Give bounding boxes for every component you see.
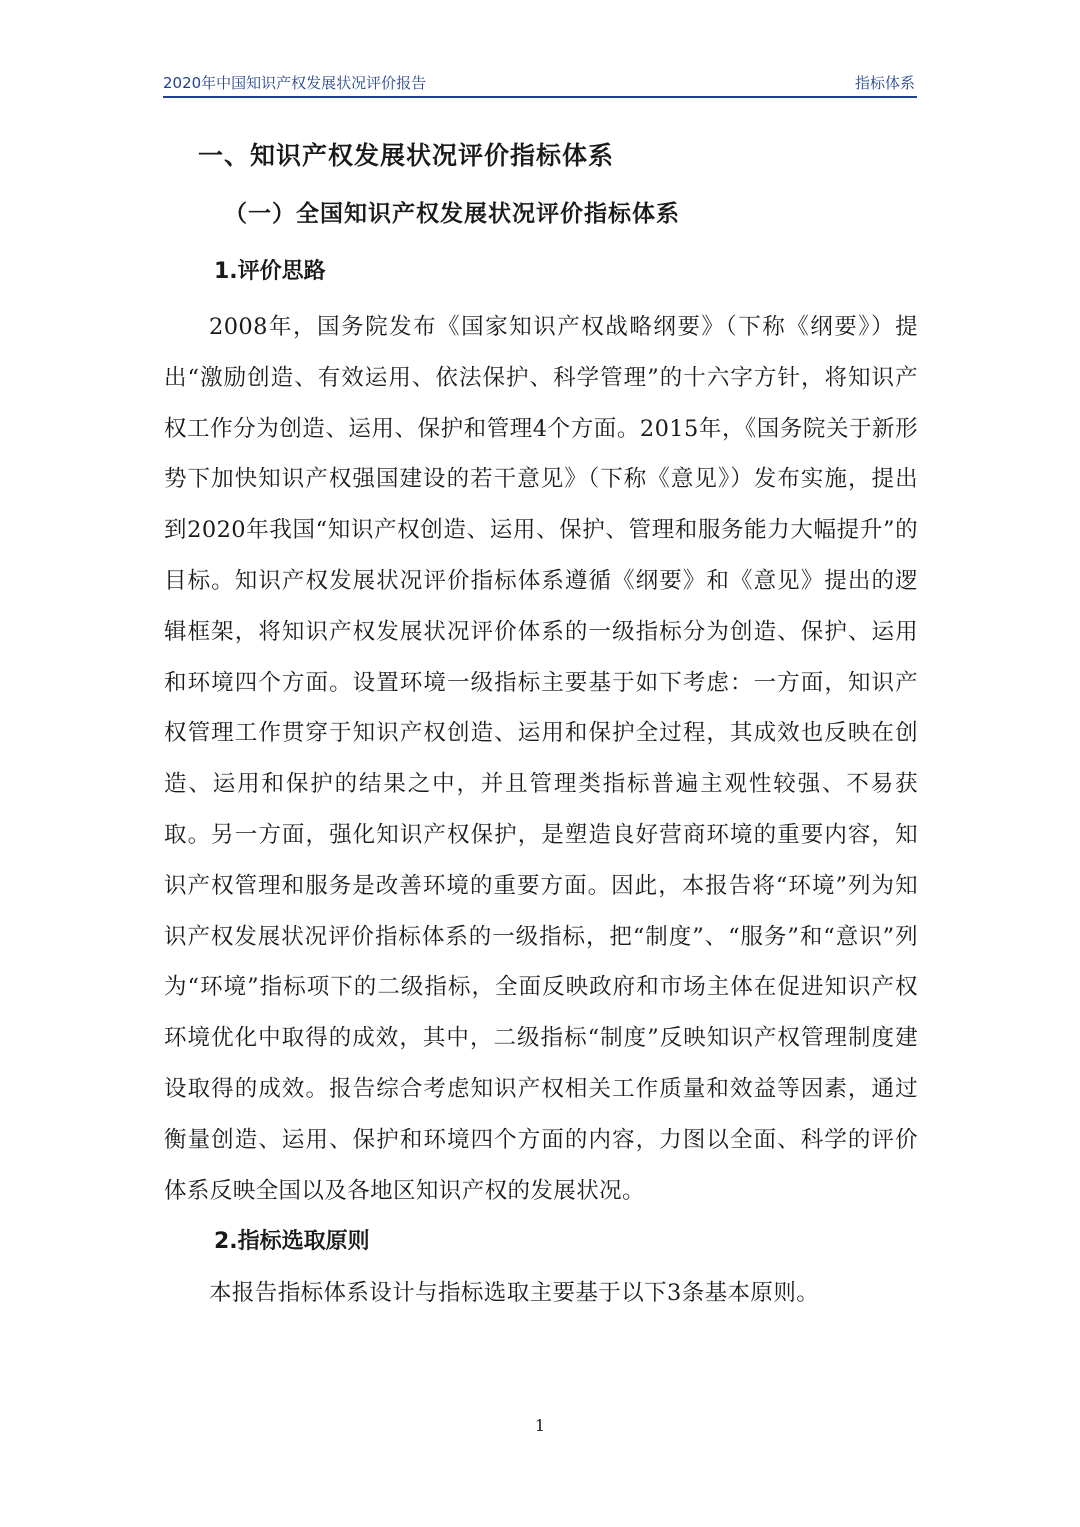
paragraph-selection-principles: 本报告指标体系设计与指标选取主要基于以下3条基本原则。 — [209, 1280, 820, 1307]
section-title: 一、知识产权发展状况评价指标体系 — [198, 141, 615, 170]
subsection-heading-evaluation-approach: 1.评价思路 — [214, 259, 326, 284]
paragraph-evaluation-approach: 2008年，国务院发布《国家知识产权战略纲要》（下称《纲要》）提出“激励创造、有效运用、依法保护、科学管理”的十六字方针，将知识产权工作分为创造、运用、保护和管理4个方面。2015年，《国务院关于新形势下加快知识产权强国建设的若干意见》（下称《意见》）发布实施，提出到2020年我国“知识产权创造、运用、保护、管理和服务能力大幅提升”的目标。知识产权发展状况评价指标体系遵循《纲要》和《意见》提出的逻辑框架，将知识产权发展状况评价体系的一级指标分为创造、保护、运用和环境四个方面。设置环境一级指标主要基于如下考虑：一方面，知识产权管理工作贯穿于知识产权创造、运用和保护全过程，其成效也反映在创造、运用和保护的结果之中，并且管理类指标普遍主观性较强、不易获取。另一方面，强化知识产权保护，是塑造良好营商环境的重要内容，知识产权管理和服务是改善环境的重要方面。因此，本报告将“环境”列为知识产权发展状况评价指标体系的一级指标，把“制度”、“服务”和“意识”列为“环境”指标项下的二级指标，全面反映政府和市场主体在促进知识产权环境优化中取得的成效，其中，二级指标“制度”反映知识产权管理制度建设取得的成效。报告综合考虑知识产权相关工作质量和效益等因素，通过衡量创造、运用、保护和环境四个方面的内容，力图以全面、科学的评价体系反映全国以及各地区知识产权的发展状况。 — [164, 314, 918, 1204]
header-report-title: 2020年中国知识产权发展状况评价报告 — [163, 74, 427, 92]
document-body — [164, 136, 918, 1319]
header-section-label: 指标体系 — [854, 74, 915, 92]
section-subtitle: （一）全国知识产权发展状况评价指标体系 — [224, 201, 680, 227]
page-number: 1 — [534, 1416, 546, 1435]
page-header — [163, 70, 917, 98]
subsection-heading-selection-principles: 2.指标选取原则 — [214, 1229, 370, 1255]
